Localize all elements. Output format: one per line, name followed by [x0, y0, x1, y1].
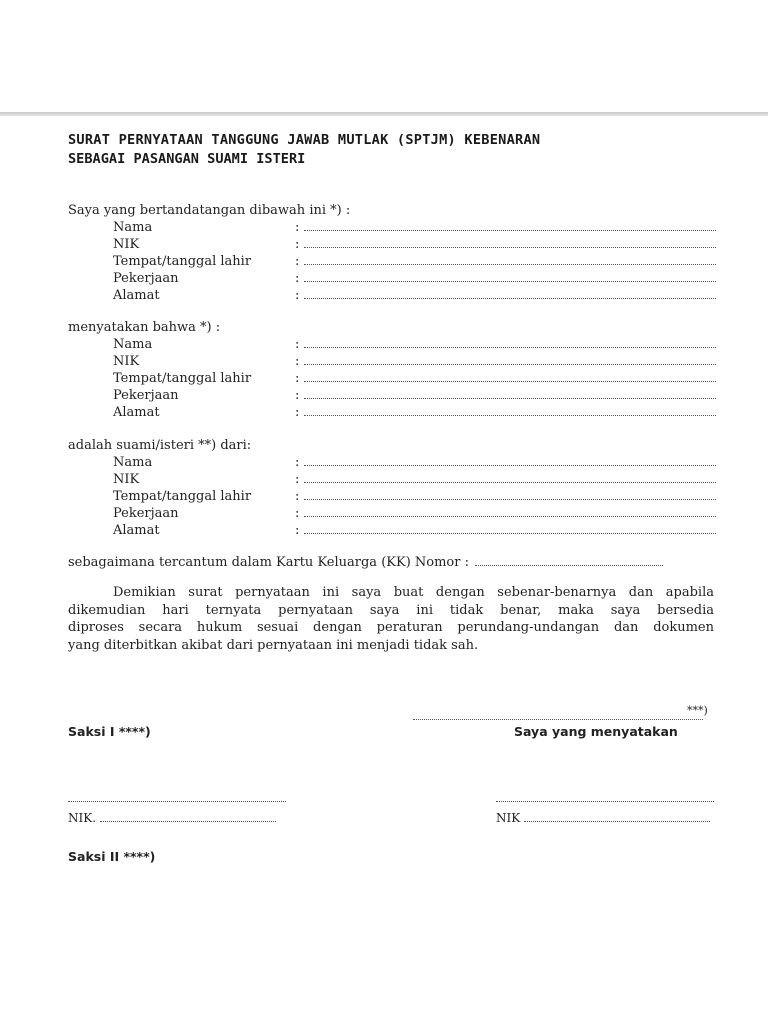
document-title	[68, 131, 718, 169]
spouse-section	[68, 437, 716, 539]
declarant-section	[68, 202, 716, 304]
field-row	[68, 488, 716, 505]
field-row	[68, 404, 716, 421]
fill-in-line[interactable]	[304, 415, 716, 416]
paragraph-line: diproses secara hukum sesuai dengan peraturan perundang-undangan dan dokumen	[68, 620, 714, 635]
field-label: NIK	[113, 354, 140, 369]
kk-number-line	[68, 555, 663, 570]
fill-in-line[interactable]	[304, 347, 716, 348]
witness-2-label: Saksi II ****)	[68, 849, 156, 864]
field-row	[68, 336, 716, 353]
field-colon: :	[295, 354, 300, 369]
nik-label: NIK.	[68, 811, 97, 825]
fill-in-line[interactable]	[304, 364, 716, 365]
fill-in-line[interactable]	[304, 298, 716, 299]
closing-paragraph	[68, 584, 714, 654]
field-colon: :	[295, 271, 300, 286]
field-colon: :	[295, 455, 300, 470]
field-row	[68, 287, 716, 304]
fill-in-line[interactable]	[304, 264, 716, 265]
title-line-2: SEBAGAI PASANGAN SUAMI ISTERI	[68, 151, 306, 167]
statement-section	[68, 319, 716, 421]
title-line-1: SURAT PERNYATAAN TANGGUNG JAWAB MUTLAK (SPTJM) KEBENARAN	[68, 132, 541, 148]
field-colon: :	[295, 220, 300, 235]
nik-label: NIK	[496, 811, 521, 825]
field-label: Alamat	[113, 523, 160, 538]
field-label: NIK	[113, 472, 140, 487]
nik-fill-in-line[interactable]	[100, 821, 276, 822]
field-label: Nama	[113, 220, 153, 235]
field-row	[68, 454, 716, 471]
field-row	[68, 522, 716, 539]
section-intro: Saya yang bertandatangan dibawah ini *) :	[68, 203, 351, 218]
fill-in-line[interactable]	[304, 499, 716, 500]
declarant-signature-line[interactable]	[496, 801, 714, 804]
top-blank-area	[0, 0, 768, 112]
field-label: NIK	[113, 237, 140, 252]
field-label: Nama	[113, 337, 153, 352]
field-label: Pekerjaan	[113, 271, 179, 286]
field-row	[68, 471, 716, 488]
fill-in-line[interactable]	[304, 516, 716, 517]
nik-fill-in-line[interactable]	[524, 821, 710, 822]
field-label: Tempat/tanggal lahir	[113, 371, 252, 386]
field-label: Alamat	[113, 405, 160, 420]
field-colon: :	[295, 237, 300, 252]
field-colon: :	[295, 371, 300, 386]
field-colon: :	[295, 489, 300, 504]
place-date-fill-in-line[interactable]	[413, 707, 703, 720]
paragraph-line: yang diterbitkan akibat dari pernyataan ini menjadi tidak sah.	[68, 637, 479, 653]
field-label: Alamat	[113, 288, 160, 303]
field-row	[68, 353, 716, 370]
field-colon: :	[295, 472, 300, 487]
kk-fill-in-line[interactable]	[475, 565, 663, 566]
fill-in-line[interactable]	[304, 398, 716, 399]
fill-in-line[interactable]	[304, 230, 716, 231]
field-label: Pekerjaan	[113, 506, 179, 521]
fill-in-line[interactable]	[304, 482, 716, 483]
fill-in-line[interactable]	[304, 465, 716, 466]
section-intro: adalah suami/isteri **) dari:	[68, 438, 252, 453]
witness-1-label: Saksi I ****)	[68, 724, 151, 739]
fill-in-line[interactable]	[304, 281, 716, 282]
fill-in-line[interactable]	[304, 533, 716, 534]
paragraph-line: dikemudian hari ternyata pernyataan saya ini tidak benar, maka saya bersedia	[68, 602, 714, 618]
field-row	[68, 236, 716, 253]
field-colon: :	[295, 523, 300, 538]
field-colon: :	[295, 288, 300, 303]
field-row	[68, 505, 716, 522]
field-colon: :	[295, 337, 300, 352]
field-colon: :	[295, 254, 300, 269]
field-label: Tempat/tanggal lahir	[113, 254, 252, 269]
declarant-label: Saya yang menyatakan	[514, 724, 678, 739]
page-edge-shadow	[0, 112, 768, 116]
witness-1-nik	[68, 811, 276, 825]
declarant-nik	[496, 811, 710, 825]
field-colon: :	[295, 506, 300, 521]
field-row	[68, 270, 716, 287]
section-intro: menyatakan bahwa *) :	[68, 320, 221, 335]
field-label: Pekerjaan	[113, 388, 179, 403]
field-label: Nama	[113, 455, 153, 470]
field-row	[68, 219, 716, 236]
field-colon: :	[295, 405, 300, 420]
field-label: Tempat/tanggal lahir	[113, 489, 252, 504]
fill-in-line[interactable]	[304, 247, 716, 248]
field-row	[68, 387, 716, 404]
field-row	[68, 370, 716, 387]
fill-in-line[interactable]	[304, 381, 716, 382]
field-row	[68, 253, 716, 270]
kk-label: sebagaimana tercantum dalam Kartu Keluarga (KK) Nomor :	[68, 555, 469, 570]
paragraph-line: Demikian surat pernyataan ini saya buat dengan sebenar-benarnya dan apabila	[113, 585, 714, 600]
field-colon: :	[295, 388, 300, 403]
place-date-footnote-mark: ***)	[687, 704, 708, 717]
witness-1-signature-line[interactable]	[68, 801, 286, 804]
